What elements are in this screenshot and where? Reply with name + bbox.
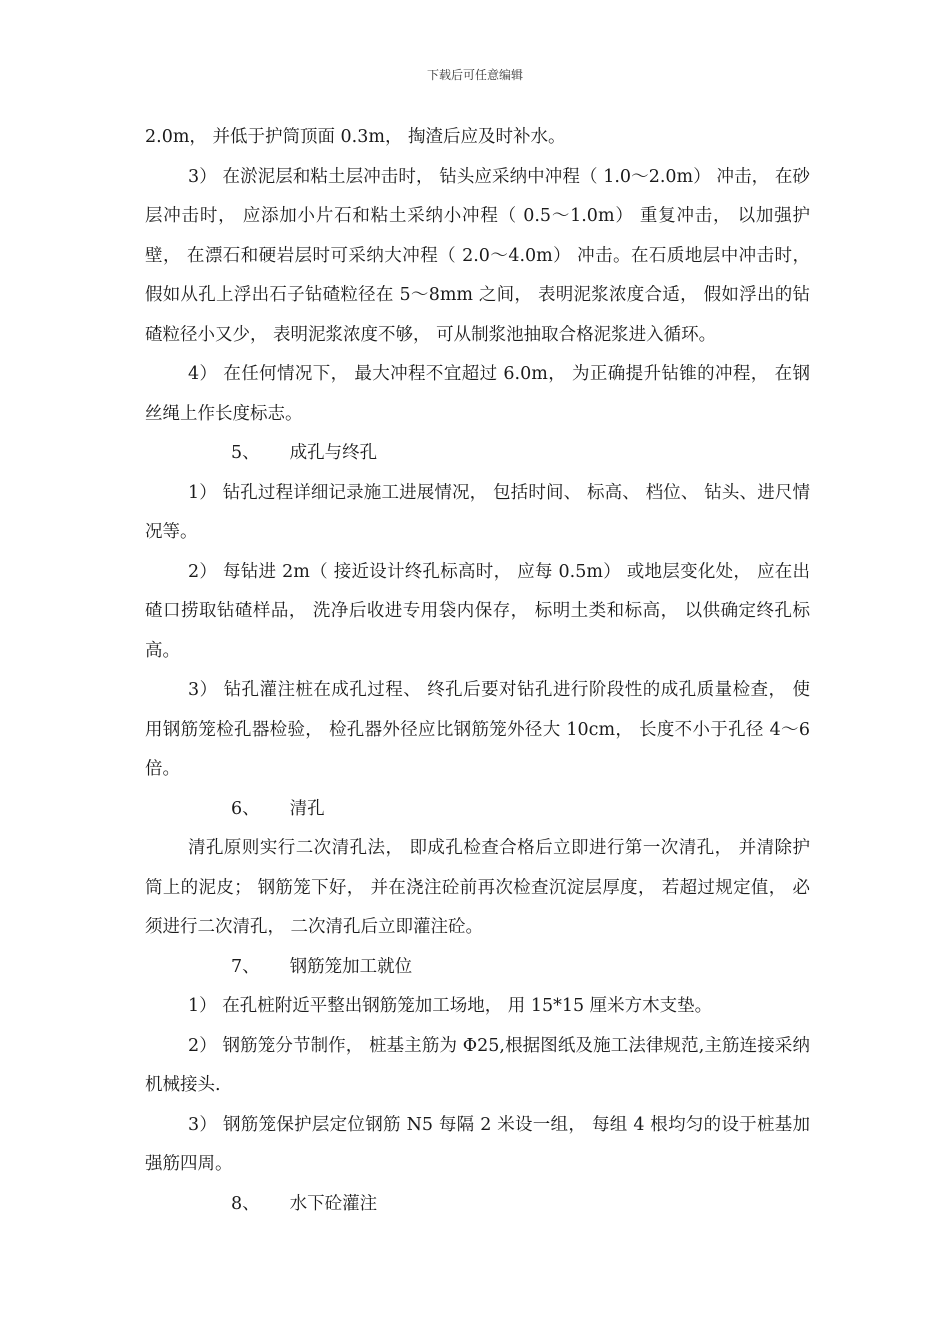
section-title: 清孔 — [289, 798, 325, 819]
section-heading — [145, 434, 810, 474]
paragraph: 清孔原则实行二次清孔法， 即成孔检查合格后立即进行第一次清孔， 并清除护筒上的泥皮； 钢筋笼下好， 并在浇注砼前再次检查沉淀层厚度， 若超过规定值， 必须进行二次清孔， 二次清孔后立即灌注砼。 — [145, 838, 810, 937]
paragraph: 1） 钻孔过程详细记录施工进展情况， 包括时间、 标高、 档位、 钻头、进尺情况等。 — [145, 482, 810, 542]
section-number: 6、 — [231, 798, 260, 819]
paragraph: 3） 钻孔灌注桩在成孔过程、 终孔后要对钻孔进行阶段性的成孔质量检查， 使用钢筋笼检孔器检验， 检孔器外径应比钢筋笼外径大 10cm， 长度不小于孔径 4～6 倍。 — [145, 680, 810, 779]
section-number: 7、 — [231, 956, 260, 977]
document-body — [145, 118, 810, 1224]
section-number: 8、 — [231, 1193, 260, 1214]
paragraph: 3） 在淤泥层和粘土层冲击时， 钻头应采纳中冲程（ 1.0～2.0m） 冲击， 在砂层冲击时， 应添加小片石和粘土采纳小冲程（ 0.5～1.0m） 重复冲击， 以加强护壁， 在漂石和硬岩层时可采纳大冲程（ 2.0～4.0m） 冲击。在石质地层中冲击时， 假如从孔上浮出石子钻碴粒径在 5～8mm 之间， 表明泥浆浓度合适， 假如浮出的钻碴粒径小又少， 表明泥浆浓度不够， 可从制浆池抽取合格泥浆进入循环。 — [145, 166, 810, 345]
section-title: 水下砼灌注 — [289, 1193, 378, 1214]
section-number: 5、 — [231, 443, 260, 463]
paragraph: 2） 钢筋笼分节制作， 桩基主筋为 Φ25,根据图纸及施工法律规范,主筋连接采纳机械接头. — [145, 1035, 810, 1095]
page-header: 下载后可任意编辑 — [426, 68, 523, 82]
paragraph: 2.0m， 并低于护筒顶面 0.3m， 掏渣后应及时补水。 — [145, 127, 566, 147]
section-title: 成孔与终孔 — [289, 443, 378, 463]
paragraph: 3） 钢筋笼保护层定位钢筋 N5 每隔 2 米设一组， 每组 4 根均匀的设于桩基加强筋四周。 — [145, 1114, 810, 1174]
section-title: 钢筋笼加工就位 — [289, 956, 413, 977]
paragraph: 4） 在任何情况下， 最大冲程不宜超过 6.0m， 为正确提升钻锥的冲程， 在钢丝绳上作长度标志。 — [145, 364, 810, 424]
section-heading — [145, 1185, 810, 1225]
paragraph: 1） 在孔桩附近平整出钢筋笼加工场地， 用 15*15 厘米方木支垫。 — [188, 996, 713, 1016]
paragraph: 2） 每钻进 2m（ 接近设计终孔标高时， 应每 0.5m） 或地层变化处， 应在出碴口捞取钻碴样品， 洗净后收进专用袋内保存， 标明土类和标高， 以供确定终孔标高。 — [145, 561, 810, 661]
section-heading — [145, 790, 810, 830]
section-heading — [145, 948, 810, 988]
